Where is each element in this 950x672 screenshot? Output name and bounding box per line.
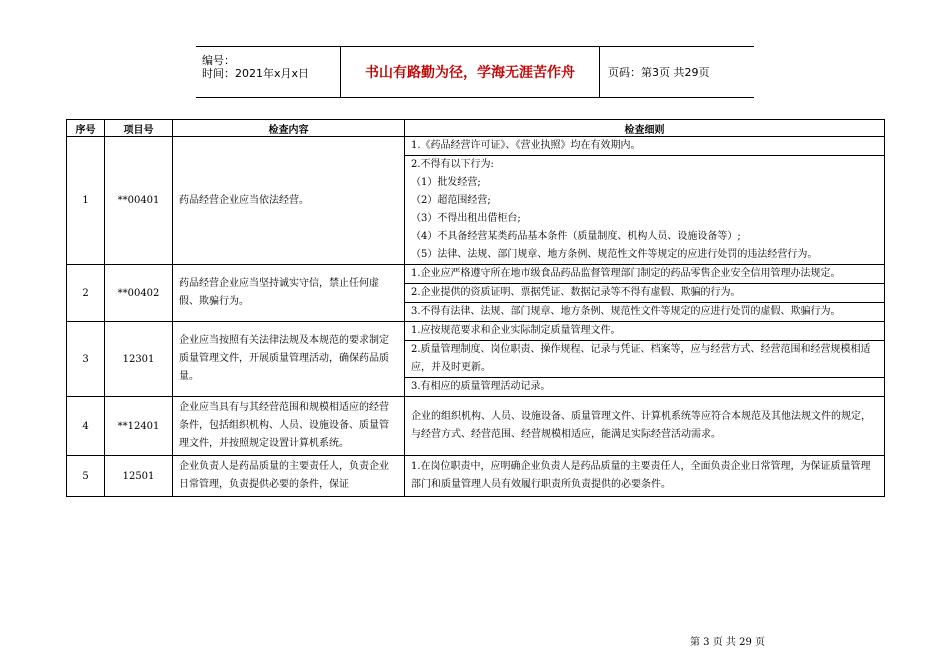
- table-row: [67, 265, 885, 284]
- row-number: 1: [67, 137, 105, 265]
- check-content: 药品经营企业应当坚持诚实守信，禁止任何虚假、欺骗行为。: [173, 265, 405, 322]
- time-label: 时间：2021年x月x日: [202, 67, 310, 80]
- check-detail: 1.企业应严格遵守所在地市级食品药品监督管理部门制定的药品零售企业安全信用管理办法规定。: [405, 265, 885, 284]
- header-slogan: 书山有路勤为径，学海无涯苦作舟: [340, 47, 600, 97]
- check-content: 企业负责人是药品质量的主要责任人，负责企业日常管理，负责提供必要的条件，保证: [173, 456, 405, 497]
- table-row: [67, 137, 885, 156]
- number-label: 编号：: [202, 54, 235, 67]
- item-code: 12301: [105, 322, 173, 397]
- check-content: 企业应当具有与其经营范围和规模相适应的经营条件，包括组织机构、人员、设施设备、质量管理文件，并按照规定设置计算机系统。: [173, 397, 405, 456]
- row-number: 5: [67, 456, 105, 497]
- table-row: [67, 456, 885, 497]
- row-number: 4: [67, 397, 105, 456]
- page-header: [196, 46, 754, 98]
- col-header-detail: 检查细则: [405, 120, 885, 137]
- check-detail: 1.在岗位职责中，应明确企业负责人是药品质量的主要责任人，全面负责企业日常管理，为保证质量管理部门和质量管理人员有效履行职责所负责提供的必要条件。: [405, 456, 885, 497]
- check-content: 企业应当按照有关法律法规及本规范的要求制定质量管理文件，开展质量管理活动，确保药品质量。: [173, 322, 405, 397]
- table-row: [67, 322, 885, 341]
- page-footer: 第 3 页 共 29 页: [690, 637, 765, 648]
- inspection-table: [66, 119, 885, 497]
- row-number: 3: [67, 322, 105, 397]
- check-detail: 2.企业提供的资质证明、票据凭证、数据记录等不得有虚假、欺骗的行为。: [405, 284, 885, 303]
- col-header-no: 序号: [67, 120, 105, 137]
- check-detail: 1.应按规范要求和企业实际制定质量管理文件。: [405, 322, 885, 341]
- row-number: 2: [67, 265, 105, 322]
- check-detail: 3.有相应的质量管理活动记录。: [405, 378, 885, 397]
- page-label: 页码：第3页 共29页: [608, 66, 710, 79]
- item-code: 12501: [105, 456, 173, 497]
- item-code: **00401: [105, 137, 173, 265]
- item-code: **12401: [105, 397, 173, 456]
- table-row: [67, 397, 885, 456]
- check-detail: 2.质量管理制度、岗位职责、操作规程、记录与凭证、档案等，应与经营方式、经营范围和经营规模相适应，并及时更新。: [405, 341, 885, 378]
- check-detail: 3.不得有法律、法规、部门规章、地方条例、规范性文件等规定的应进行处罚的虚假、欺骗行为。: [405, 303, 885, 322]
- item-code: **00402: [105, 265, 173, 322]
- check-content: 药品经营企业应当依法经营。: [173, 137, 405, 265]
- col-header-item: 项目号: [105, 120, 173, 137]
- check-detail: 企业的组织机构、人员、设施设备、质量管理文件、计算机系统等应符合本规范及其他法规文件的规定，与经营方式、经营范围、经营规模相适应，能满足实际经营活动需求。: [405, 397, 885, 456]
- check-detail: 1.《药品经营许可证》、《营业执照》均在有效期内。: [405, 137, 885, 156]
- table-header-row: [67, 120, 885, 137]
- col-header-content: 检查内容: [173, 120, 405, 137]
- check-detail: 2.不得有以下行为: （1）批发经营; （2）超范围经营; （3）不得出租出借柜台; （4）不具备经营某类药品基本条件（质量制度、机构人员、设施设备等）; （5）法律、法规、部门规章、地方条例、规范性文件等规定的应进行处罚的违法经营行为。: [405, 156, 885, 265]
- header-meta: [196, 47, 340, 97]
